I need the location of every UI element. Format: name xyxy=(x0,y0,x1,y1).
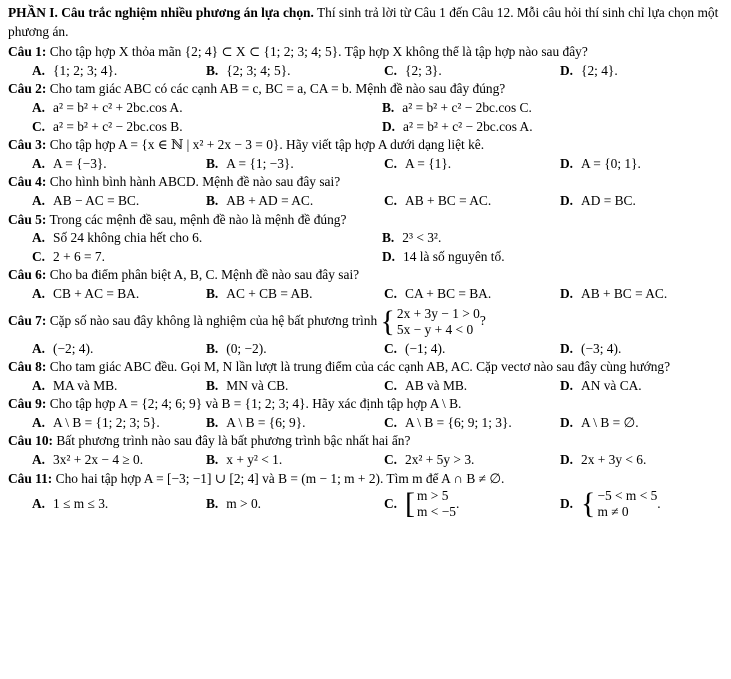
question-label: Câu 10: xyxy=(8,433,54,449)
question-tail: ? xyxy=(479,313,486,329)
question-label: Câu 2: xyxy=(8,81,47,97)
question-10 xyxy=(8,432,723,469)
inequality-system xyxy=(381,306,480,338)
question-6 xyxy=(8,266,723,303)
part-heading xyxy=(8,4,723,41)
question-stem: Trong các mệnh đề sau, mệnh đề nào là mệnh đề đúng? xyxy=(49,211,347,227)
question-label: Câu 4: xyxy=(8,174,47,190)
and-system: { −5 < m < 5 m ≠ 0 xyxy=(581,487,658,521)
option-c[interactable]: C. A \ B = {6; 9; 1; 3}. xyxy=(384,414,512,430)
question-stem: Bất phương trình nào sau đây là bất phương trình bậc nhất hai ẩn? xyxy=(56,433,411,449)
part-heading-label: PHẦN I. Câu trắc nghiệm nhiều phương án lựa chọn. xyxy=(8,5,314,20)
option-c[interactable]: C. 2 + 6 = 7. xyxy=(32,248,105,264)
question-stem: Cho tam giác ABC có các cạnh AB = c, BC = a, CA = b. Mệnh đề nào sau đây đúng? xyxy=(49,81,506,97)
option-c[interactable]: C. AB + BC = AC. xyxy=(384,192,492,208)
or-system: [ m > 5 m < −5 xyxy=(405,487,456,521)
question-7 xyxy=(8,304,723,359)
option-b[interactable]: B. x + y² < 1. xyxy=(206,452,283,468)
question-stem: Cho hình bình hành ABCD. Mệnh đề nào sau đây sai? xyxy=(49,174,341,190)
option-c[interactable]: C. A = {1}. xyxy=(384,155,452,171)
option-c[interactable]: C. CA + BC = BA. xyxy=(384,285,492,301)
option-a[interactable]: A. Số 24 không chia hết cho 6. xyxy=(32,230,203,246)
question-label: Câu 7: xyxy=(8,313,47,329)
question-5 xyxy=(8,211,723,267)
option-d[interactable]: D. A \ B = ∅. xyxy=(560,414,639,430)
option-a[interactable]: A. 1 ≤ m ≤ 3. xyxy=(32,495,109,511)
option-d[interactable]: D. a² = b² + c² − 2bc.cos A. xyxy=(382,118,533,134)
option-b[interactable]: B. A = {1; −3}. xyxy=(206,155,294,171)
brace-icon: { xyxy=(380,304,395,338)
option-b[interactable]: B. MN và CB. xyxy=(206,377,289,393)
option-a[interactable]: A. 3x² + 2x − 4 ≥ 0. xyxy=(32,452,144,468)
question-stem: Cặp số nào sau đây không là nghiệm của hệ bất phương trình xyxy=(49,313,378,329)
question-4 xyxy=(8,173,723,210)
option-c[interactable]: C. a² = b² + c² − 2bc.cos B. xyxy=(32,118,183,134)
question-11 xyxy=(8,470,723,521)
inequality-1: 2x + 3y − 1 > 0 xyxy=(396,305,480,321)
option-a[interactable]: A. (−2; 4). xyxy=(32,340,94,356)
brace-icon: { xyxy=(581,487,596,521)
option-d[interactable]: D. { −5 < m < 5 m ≠ 0 . xyxy=(560,487,661,521)
bracket-icon: [ xyxy=(405,487,416,521)
question-9 xyxy=(8,395,723,432)
option-c[interactable]: C. AB và MB. xyxy=(384,377,468,393)
question-label: Câu 1: xyxy=(8,44,47,60)
option-b[interactable]: B. 2³ < 3². xyxy=(382,230,442,246)
option-d[interactable]: D. AN và CA. xyxy=(560,377,642,393)
option-c[interactable]: C. [ m > 5 m < −5 . xyxy=(384,487,460,521)
option-b[interactable]: B. (0; −2). xyxy=(206,340,267,356)
option-b[interactable]: B. A \ B = {6; 9}. xyxy=(206,414,306,430)
option-d[interactable]: D. 14 là số nguyên tố. xyxy=(382,248,505,264)
option-b[interactable]: B. a² = b² + c² − 2bc.cos C. xyxy=(382,99,532,115)
option-d[interactable]: D. (−3; 4). xyxy=(560,340,622,356)
option-d[interactable]: D. AD = BC. xyxy=(560,192,636,208)
option-a[interactable]: A. {1; 2; 3; 4}. xyxy=(32,62,118,78)
question-stem: Cho tập hợp A = {2; 4; 6; 9} và B = {1; 2; 3; 4}. Hãy xác định tập hợp A \ B. xyxy=(49,396,462,412)
question-2 xyxy=(8,80,723,136)
option-d[interactable]: D. AB + BC = AC. xyxy=(560,285,668,301)
option-b[interactable]: B. {2; 3; 4; 5}. xyxy=(206,62,291,78)
question-stem: Cho tam giác ABC đều. Gọi M, N lần lượt là trung điểm của các cạnh AB, AC. Cặp vectơ nào sau đây cùng hướng? xyxy=(49,359,671,375)
option-c[interactable]: C. (−1; 4). xyxy=(384,340,446,356)
option-a[interactable]: A. A = {−3}. xyxy=(32,155,107,171)
question-stem: Cho ba điểm phân biệt A, B, C. Mệnh đề nào sau đây sai? xyxy=(49,267,360,283)
option-c[interactable]: C. 2x² + 5y > 3. xyxy=(384,452,475,468)
question-stem: Cho tập hợp X thỏa mãn {2; 4} ⊂ X ⊂ {1; 2; 3; 4; 5}. Tập hợp X không thể là tập hợp nào sau đây? xyxy=(49,44,588,60)
option-a[interactable]: A. CB + AC = BA. xyxy=(32,285,140,301)
option-d[interactable]: D. 2x + 3y < 6. xyxy=(560,452,647,468)
part-heading-text: Thí sinh trả lời từ Câu 1 đến Câu 12. Mỗi câu hỏi thí sinh chỉ lựa chọn một phương án. xyxy=(8,5,719,39)
option-a[interactable]: A. AB − AC = BC. xyxy=(32,192,140,208)
question-stem: Cho hai tập hợp A = [−3; −1] ∪ [2; 4] và B = (m − 1; m + 2). Tìm m để A ∩ B ≠ ∅. xyxy=(55,470,505,486)
question-stem: Cho tập hợp A = {x ∈ ℕ | x² + 2x − 3 = 0}. Hãy viết tập hợp A dưới dạng liệt kê. xyxy=(49,137,485,153)
option-b[interactable]: B. m > 0. xyxy=(206,495,261,511)
question-1 xyxy=(8,43,723,80)
inequality-2: 5x − y + 4 < 0 xyxy=(396,321,474,337)
question-label: Câu 8: xyxy=(8,359,47,375)
option-b[interactable]: B. AB + AD = AC. xyxy=(206,192,314,208)
question-label: Câu 3: xyxy=(8,137,47,153)
question-3 xyxy=(8,136,723,173)
option-a[interactable]: A. a² = b² + c² + 2bc.cos A. xyxy=(32,99,183,115)
question-label: Câu 5: xyxy=(8,211,47,227)
question-8 xyxy=(8,358,723,395)
option-b[interactable]: B. AC + CB = AB. xyxy=(206,285,313,301)
option-d[interactable]: D. {2; 4}. xyxy=(560,62,618,78)
option-a[interactable]: A. A \ B = {1; 2; 3; 5}. xyxy=(32,414,160,430)
option-a[interactable]: A. MA và MB. xyxy=(32,377,118,393)
option-c[interactable]: C. {2; 3}. xyxy=(384,62,442,78)
option-d[interactable]: D. A = {0; 1}. xyxy=(560,155,641,171)
question-label: Câu 9: xyxy=(8,396,47,412)
question-label: Câu 6: xyxy=(8,267,47,283)
question-label: Câu 11: xyxy=(8,470,53,486)
